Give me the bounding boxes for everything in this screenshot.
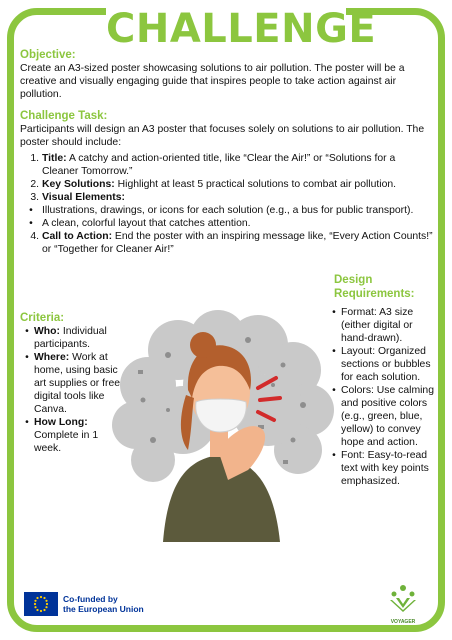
criteria-heading: Criteria: (20, 312, 65, 324)
bullet-icon: • (25, 417, 29, 428)
bullet-icon: • (332, 385, 336, 396)
bullet-icon: • (29, 205, 33, 216)
page-title: CHALLENGE (106, 6, 377, 52)
task-list (20, 152, 434, 256)
list-item (20, 217, 434, 230)
item-text: Complete in 1 week. (34, 430, 99, 454)
item-text: Work at home, using basic art supplies or free digital tools like Canva. (34, 352, 121, 415)
list-number: 2. (30, 179, 39, 190)
list-number: 4. (30, 231, 39, 242)
bullet-icon: • (25, 326, 29, 337)
bullet-icon: • (332, 346, 336, 357)
eu-line-2: the European Union (63, 604, 144, 614)
item-text: Colors: Use calming and positive colors (e.g., green, blue, yellow) to convey hope and action. (341, 385, 434, 448)
list-item (20, 178, 434, 191)
eu-cofunded-text (63, 594, 144, 614)
list-item (20, 152, 434, 178)
bullet-icon: • (332, 307, 336, 318)
item-label: Title: (42, 153, 67, 164)
design-requirements-heading: Design Requirements: (334, 274, 415, 300)
item-text: Individual participants. (34, 326, 107, 350)
bullet-icon: • (25, 352, 29, 363)
item-text: End the poster with an inspiring message like, “Every Action Counts!” or “Together for Cleaner Air!” (42, 231, 433, 255)
item-text: Highlight at least 5 practical solutions to combat air pollution. (114, 179, 397, 190)
title-banner (106, 0, 377, 58)
voyager-logo (386, 582, 420, 625)
list-item (327, 306, 439, 345)
item-text: A clean, colorful layout that catches attention. (42, 218, 251, 229)
challenge-task-heading: Challenge Task: (20, 110, 108, 122)
item-label: Who: (34, 326, 60, 337)
smog-coughing-woman-illustration (108, 310, 336, 542)
objective-heading: Objective: (20, 49, 76, 61)
logo-text: VOYAGER (390, 619, 416, 625)
item-text: Layout: Organized sections or bubbles for each solution. (341, 346, 431, 383)
list-item (327, 449, 439, 488)
item-text: Format: A3 size (either digital or hand-drawn). (341, 307, 414, 344)
item-text: Font: Easy-to-read text with key points emphasized. (341, 450, 429, 487)
list-item (327, 384, 439, 449)
list-number: 1. (30, 153, 39, 164)
eu-flag-icon (24, 592, 58, 616)
item-text: Illustrations, drawings, or icons for each solution (e.g., a bus for public transport). (42, 205, 414, 216)
objective-text: Create an A3-sized poster showcasing solutions to air pollution. The poster will be a creative and visually engaging guide that inspires people to take action against air pollution. (20, 63, 405, 100)
eu-line-1: Co-funded by (63, 594, 118, 604)
design-requirements-list (327, 306, 439, 488)
eu-cofunded-badge (24, 592, 144, 616)
list-item (20, 191, 434, 204)
list-item (327, 345, 439, 384)
item-label: Where: (34, 352, 70, 363)
bullet-icon: • (332, 450, 336, 461)
item-label: Call to Action: (42, 231, 113, 242)
item-label: How Long: (34, 417, 88, 428)
bullet-icon: • (29, 218, 33, 229)
item-label: Visual Elements: (42, 192, 125, 203)
voyager-logo-icon (386, 582, 420, 614)
item-text: A catchy and action-oriented title, like “Clear the Air!” or “Solutions for a Cleaner Tomorrow.” (42, 153, 396, 177)
list-number: 3. (30, 192, 39, 203)
challenge-task-intro: Participants will design an A3 poster that focuses solely on solutions to air pollution. The poster should include: (20, 124, 425, 148)
list-item (20, 204, 434, 217)
list-item (20, 230, 434, 256)
item-label: Key Solutions: (42, 179, 115, 190)
